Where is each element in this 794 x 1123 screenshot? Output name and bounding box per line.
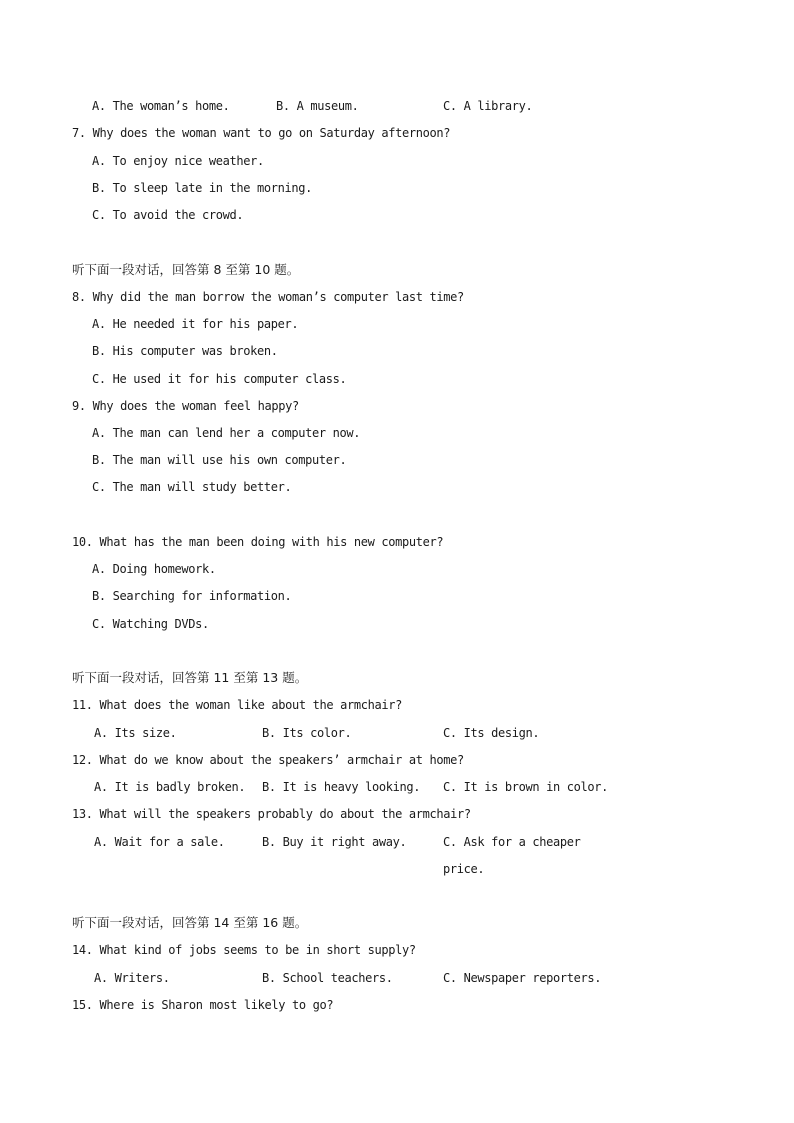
q9-option-a: A. The man can lend her a computer now. bbox=[92, 426, 361, 440]
q10-stem: 10. What has the man been doing with his new computer? bbox=[72, 535, 444, 549]
q12-option-b: B. It is heavy looking. bbox=[262, 780, 421, 794]
q8-option-a: A. He needed it for his paper. bbox=[92, 317, 299, 331]
q9-option-b: B. The man will use his own computer. bbox=[92, 453, 347, 467]
q6-option-c: C. A library. bbox=[443, 99, 533, 113]
q15-stem: 15. Where is Sharon most likely to go? bbox=[72, 998, 334, 1012]
q9-option-c: C. The man will study better. bbox=[92, 480, 292, 494]
q6-option-b: B. A museum. bbox=[276, 99, 359, 113]
q14-option-c: C. Newspaper reporters. bbox=[443, 971, 602, 985]
section-heading-14-16: 听下面一段对话，回答第 14 至第 16 题。 bbox=[72, 915, 308, 930]
q11-option-b: B. Its color. bbox=[262, 726, 352, 740]
q7-option-c: C. To avoid the crowd. bbox=[92, 208, 244, 222]
q14-option-b: B. School teachers. bbox=[262, 971, 393, 985]
q13-option-a: A. Wait for a sale. bbox=[94, 835, 225, 849]
q14-stem: 14. What kind of jobs seems to be in short supply? bbox=[72, 943, 416, 957]
q13-option-c-continued: price. bbox=[443, 862, 485, 876]
q11-option-c: C. Its design. bbox=[443, 726, 540, 740]
q11-option-a: A. Its size. bbox=[94, 726, 177, 740]
q7-option-b: B. To sleep late in the morning. bbox=[92, 181, 312, 195]
q11-stem: 11. What does the woman like about the armchair? bbox=[72, 698, 402, 712]
section-heading-8-10: 听下面一段对话，回答第 8 至第 10 题。 bbox=[72, 262, 300, 277]
q7-stem: 7. Why does the woman want to go on Saturday afternoon? bbox=[72, 126, 451, 140]
q10-option-a: A. Doing homework. bbox=[92, 562, 216, 576]
q8-option-c: C. He used it for his computer class. bbox=[92, 372, 347, 386]
q10-option-c: C. Watching DVDs. bbox=[92, 617, 209, 631]
q12-option-a: A. It is badly broken. bbox=[94, 780, 246, 794]
q8-stem: 8. Why did the man borrow the woman’s computer last time? bbox=[72, 290, 464, 304]
q10-option-b: B. Searching for information. bbox=[92, 589, 292, 603]
q8-option-b: B. His computer was broken. bbox=[92, 344, 278, 358]
q6-option-a: A. The woman’s home. bbox=[92, 99, 230, 113]
q13-stem: 13. What will the speakers probably do about the armchair? bbox=[72, 807, 471, 821]
q7-option-a: A. To enjoy nice weather. bbox=[92, 154, 264, 168]
q14-option-a: A. Writers. bbox=[94, 971, 170, 985]
q9-stem: 9. Why does the woman feel happy? bbox=[72, 399, 299, 413]
q13-option-c: C. Ask for a cheaper bbox=[443, 835, 581, 849]
q13-option-b: B. Buy it right away. bbox=[262, 835, 407, 849]
q12-option-c: C. It is brown in color. bbox=[443, 780, 608, 794]
section-heading-11-13: 听下面一段对话，回答第 11 至第 13 题。 bbox=[72, 670, 308, 685]
q12-stem: 12. What do we know about the speakers’ armchair at home? bbox=[72, 753, 464, 767]
